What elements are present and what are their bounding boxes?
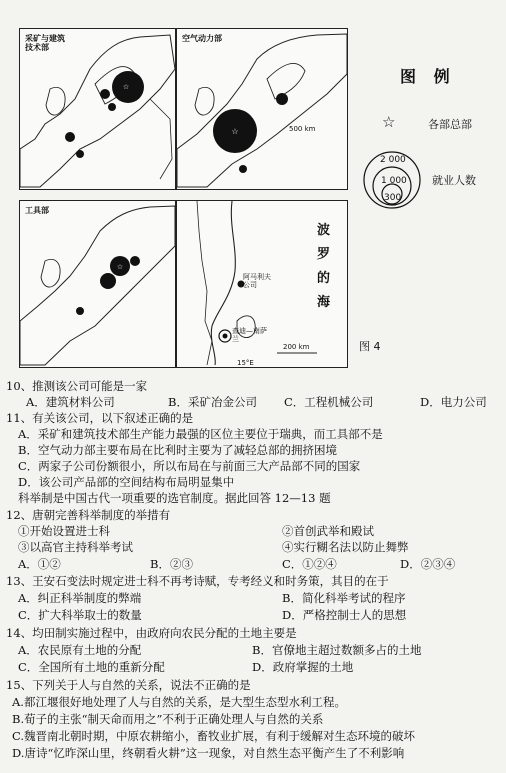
sea-label: 波罗的海 bbox=[317, 223, 331, 310]
map-tools bbox=[19, 200, 176, 368]
option: D．政府掌握的土地 bbox=[252, 660, 354, 674]
option: B．②③ bbox=[150, 557, 193, 571]
option: A．农民原有土地的分配 bbox=[18, 643, 142, 657]
svg-text:☆: ☆ bbox=[116, 263, 124, 271]
scale-label: 200 km bbox=[283, 343, 310, 351]
longitude-label: 15°E bbox=[237, 359, 254, 367]
map-mining-construction bbox=[19, 28, 176, 190]
map-label: 工具部 bbox=[25, 206, 49, 215]
map-label: 采矿与建筑技术部 bbox=[24, 33, 72, 53]
statement: ①开始设置进士科 bbox=[18, 524, 110, 538]
option: A．采矿和建筑技术部生产能力最强的区位主要位于瑞典，而工具部不是 bbox=[18, 427, 383, 441]
option: C．两家子公司份额很小，所以布局在与前面三大产品部不同的国家 bbox=[18, 459, 361, 473]
statement: ②首创武举和殿试 bbox=[282, 524, 374, 538]
europe-outline bbox=[20, 201, 175, 367]
option: C．①②④ bbox=[282, 557, 337, 571]
option: B．空气动力部主要布局在比利时主要为了减轻总部的拥挤困境 bbox=[18, 443, 337, 457]
option: A．纠正科举制度的弊端 bbox=[18, 591, 142, 605]
option: D.唐诗“忆昨深山里，终朝看火耕”这一现象，对自然生态平衡产生了不利影响 bbox=[12, 746, 405, 760]
option: C.魏晋南北朝时期，中原农耕缩小，畜牧业扩展，有利于缓解对生态环境的破坏 bbox=[12, 729, 416, 743]
option: B．采矿冶金公司 bbox=[168, 395, 257, 409]
figure-caption: 图 4 bbox=[359, 340, 381, 353]
question-stem: 11、有关该公司，以下叙述正确的是 bbox=[6, 411, 194, 425]
option: B．简化科举考试的程序 bbox=[282, 591, 406, 605]
question-stem: 10、推测该公司可能是一家 bbox=[6, 379, 148, 393]
map-label: 空气动力部 bbox=[182, 34, 222, 43]
legend-title: 图 例 bbox=[400, 67, 456, 86]
option: D．该公司产品部的空间结构布局明显集中 bbox=[18, 475, 235, 489]
question-stem: 14、均田制实施过程中，由政府向农民分配的土地主要是 bbox=[6, 626, 297, 640]
map-figure bbox=[19, 28, 347, 368]
svg-text:☆: ☆ bbox=[122, 83, 130, 91]
option: D．电力公司 bbox=[420, 395, 487, 409]
question-stem: 13、王安石变法时规定进士科不再考诗赋，专考经义和时务策，其目的在于 bbox=[6, 574, 389, 588]
map-aerodynamics bbox=[176, 28, 348, 190]
svg-text:☆: ☆ bbox=[231, 127, 239, 136]
question-stem: 12、唐朝完善科举制度的举措有 bbox=[6, 508, 171, 522]
europe-outline bbox=[20, 29, 175, 189]
statement: ③以高官主持科举考试 bbox=[18, 540, 133, 554]
option: B．官僚地主超过数额多占的土地 bbox=[252, 643, 422, 657]
option: C．工程机械公司 bbox=[284, 395, 374, 409]
scale-label: 500 km bbox=[289, 125, 316, 133]
option: A．①② bbox=[18, 557, 61, 571]
option: B.荀子的主张“制天命而用之”不利于正确处理人与自然的关系 bbox=[12, 712, 324, 726]
legend-employment-label: 就业人数 bbox=[432, 174, 476, 187]
question-stem: 15、下列关于人与自然的关系，说法不正确的是 bbox=[6, 678, 251, 692]
legend-value: 1 000 bbox=[381, 176, 407, 186]
option: A．建筑材料公司 bbox=[26, 395, 115, 409]
map-baltic bbox=[176, 200, 348, 368]
option: C．全国所有土地的重新分配 bbox=[18, 660, 165, 674]
option: D．严格控制士人的思想 bbox=[282, 608, 407, 622]
option: A.都江堰很好地处理了人与自然的关系，是大型生态型水利工程。 bbox=[12, 695, 346, 709]
option: D．②③④ bbox=[400, 557, 456, 571]
statement: ④实行糊名法以防止舞弊 bbox=[282, 540, 409, 554]
star-icon: ☆ bbox=[382, 113, 396, 131]
legend-value: 2 000 bbox=[380, 155, 406, 165]
section-intro: 科举制是中国古代一项重要的选官制度。据此回答 12—13 题 bbox=[18, 491, 331, 505]
legend-value: 300 bbox=[384, 193, 402, 203]
europe-outline bbox=[177, 29, 347, 189]
option: C．扩大科举取士的数量 bbox=[18, 608, 142, 622]
legend-hq-label: 各部总部 bbox=[428, 118, 472, 131]
place-label: 阿马利夫公司 bbox=[243, 273, 271, 289]
place-label: 查迪—南萨兰 bbox=[232, 327, 267, 343]
